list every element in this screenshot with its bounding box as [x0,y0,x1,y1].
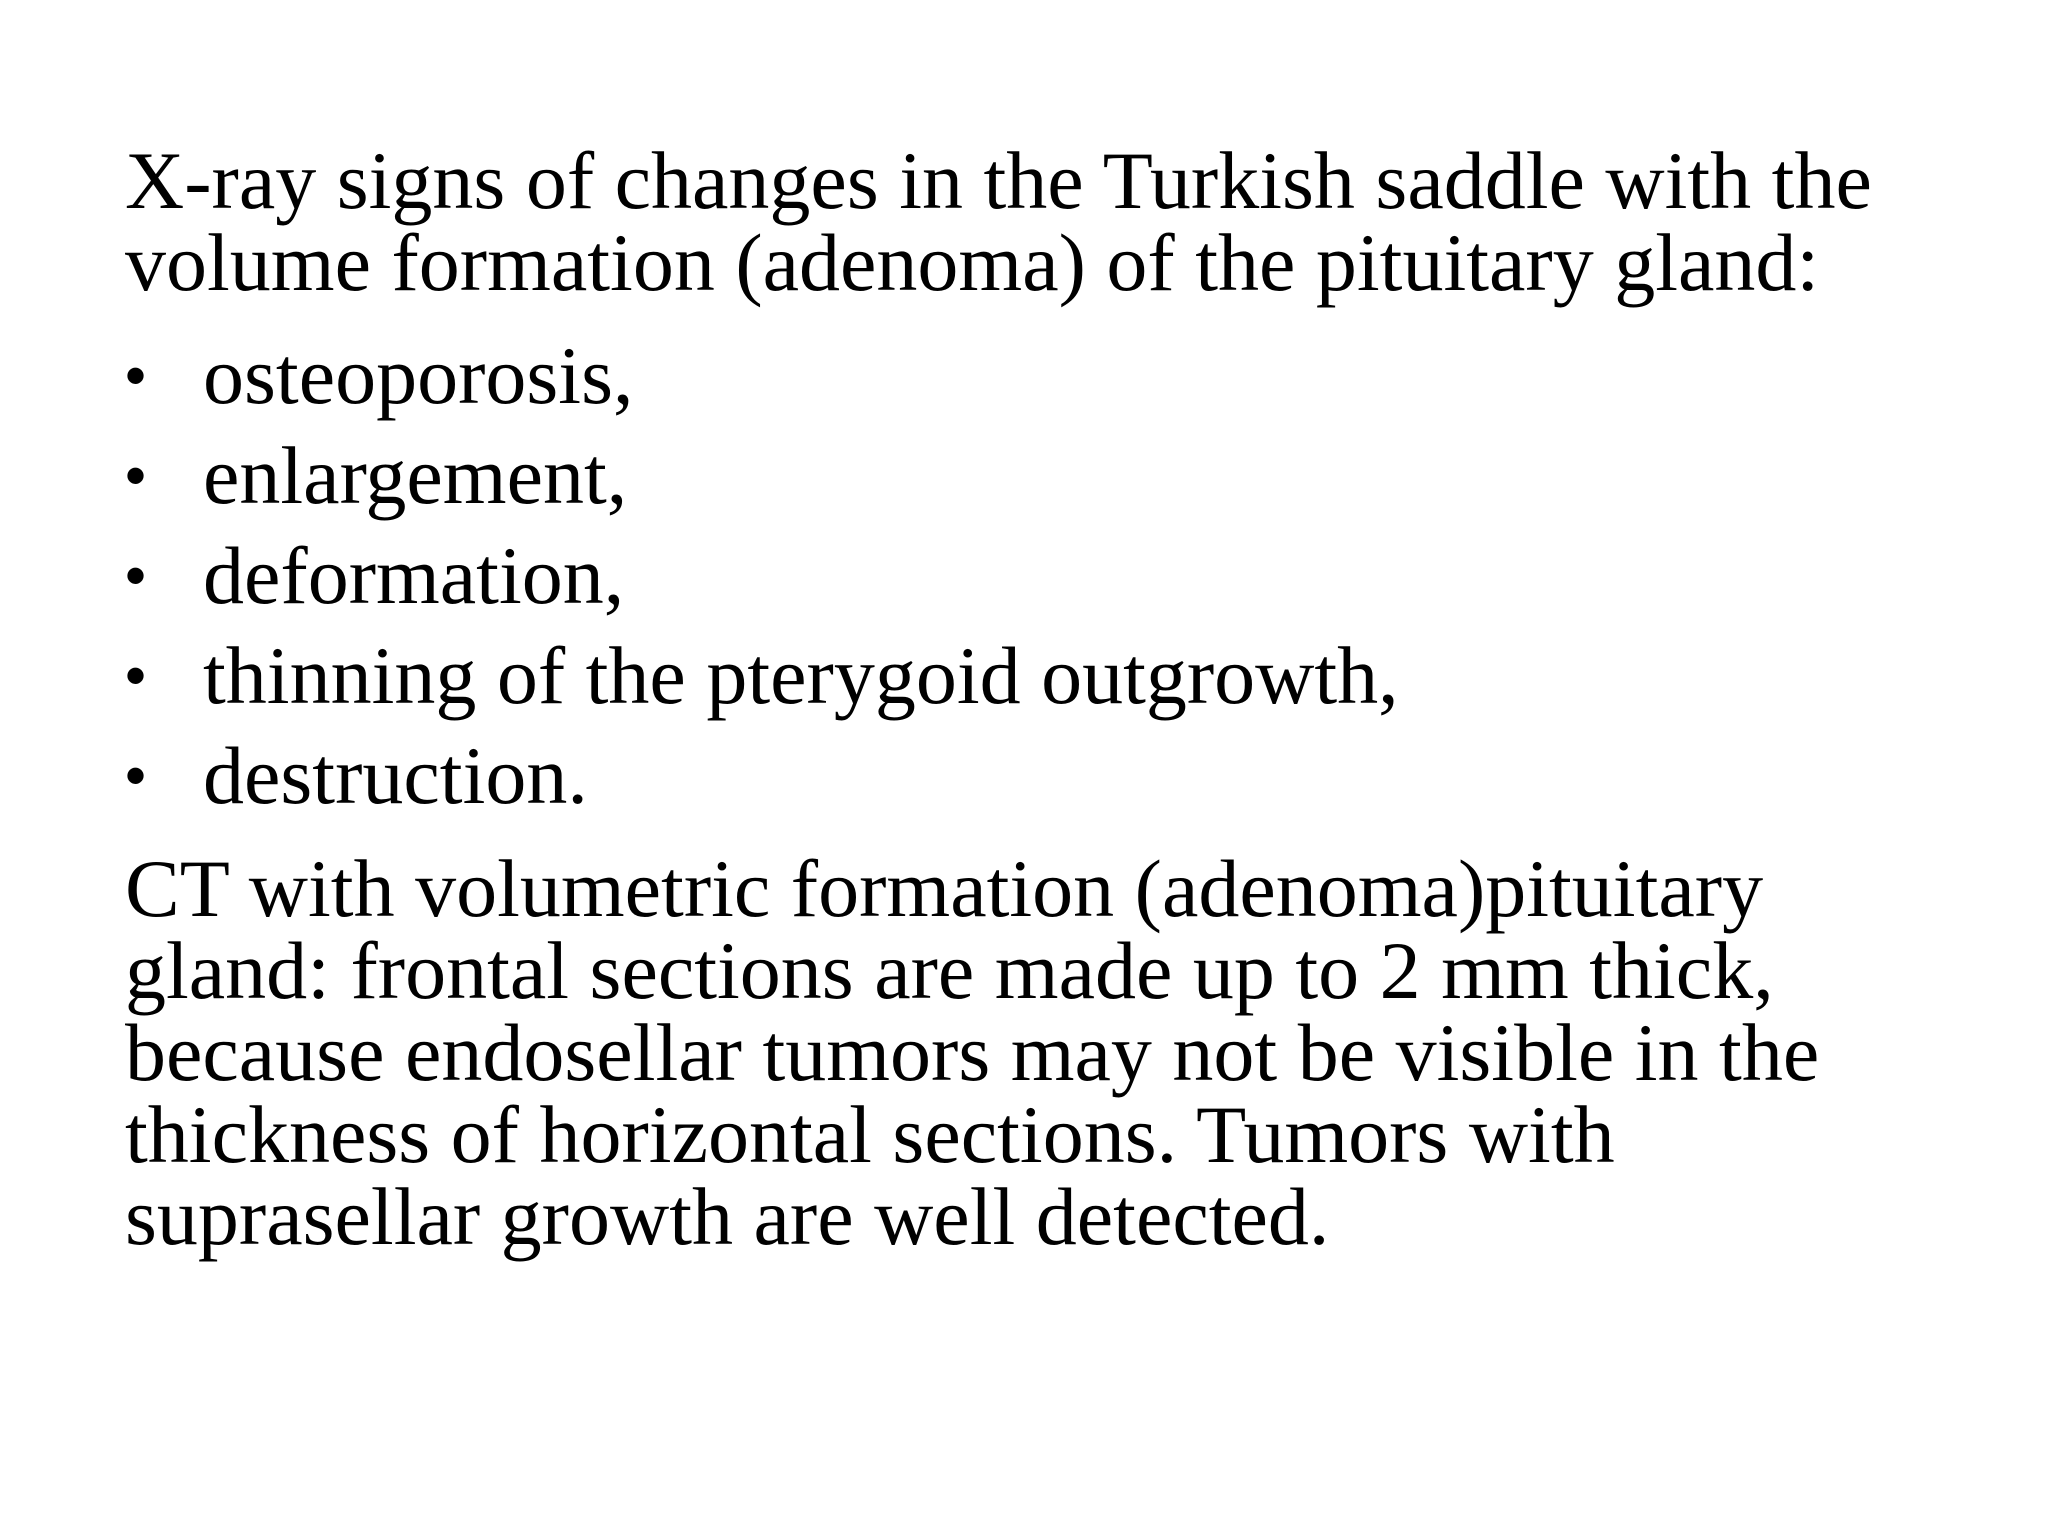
list-item-text: destruction. [203,730,588,821]
list-item-text: deformation, [203,530,625,621]
list-item-text: enlargement, [203,430,628,521]
list-item-text: osteoporosis, [203,330,634,421]
bullet-icon: • [125,742,147,809]
list-item [125,626,1945,726]
bullet-icon: • [125,342,147,409]
slide-content [125,135,1945,1262]
bullet-list [125,326,1945,826]
outro-paragraph: CT with volumetric formation (adenoma)pituitary gland: frontal sections are made up to 2 mm thick, because endosellar tumors may not be visible in the thickness of horizontal sections. Tumors with suprasellar growth are well detected. [125,843,1820,1262]
intro-paragraph: X-ray signs of changes in the Turkish saddle with the volume formation (adenoma) of the pituitary gland: [125,135,1872,308]
list-item [125,326,1945,426]
list-item [125,726,1945,826]
list-item-text: thinning of the pterygoid outgrowth, [203,630,1399,721]
bullet-icon: • [125,542,147,609]
bullet-icon: • [125,642,147,709]
bullet-icon: • [125,442,147,509]
list-item [125,426,1945,526]
list-item [125,526,1945,626]
